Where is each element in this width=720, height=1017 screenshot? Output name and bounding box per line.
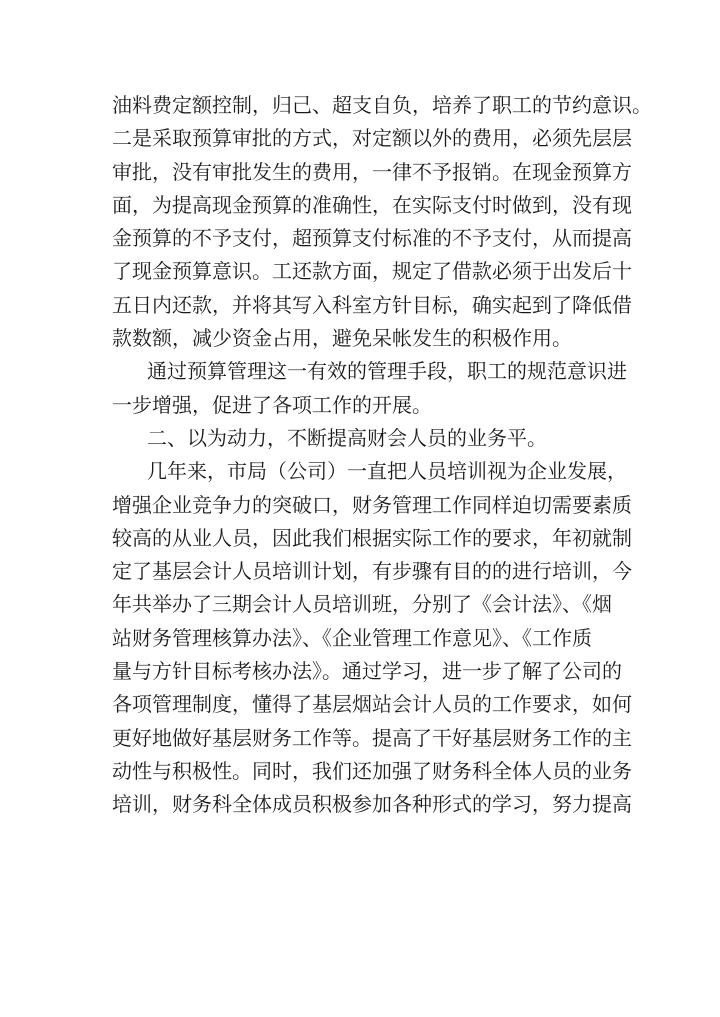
text-line: 年共举办了三期会计人员培训班，分别了《会计法》、《烟	[112, 592, 612, 617]
text-line: 动性与积极性。同时，我们还加强了财务科全体人员的业务	[112, 758, 632, 783]
text-line: 面，为提高现金预算的准确性，在实际支付时做到，没有现	[112, 192, 632, 217]
text-line: 更好地做好基层财务工作等。提高了干好基层财务工作的主	[112, 725, 632, 750]
text-line: 五日内还款，并将其写入科室方针目标，确实起到了降低借	[112, 292, 632, 317]
text-line: 定了基层会计人员培训计划，有步骤有目的的进行培训，今	[112, 559, 632, 584]
text-line: 二是采取预算审批的方式，对定额以外的费用，必须先层层	[112, 126, 632, 151]
section-heading: 二、以为动力，不断提高财会人员的业务平。	[147, 425, 547, 450]
text-line: 油料费定额控制，归己、超支自负，培养了职工的节约意识。	[112, 93, 652, 117]
text-line: 较高的从业人员，因此我们根据实际工作的要求，年初就制	[112, 525, 632, 550]
text-line: 审批，没有审批发生的费用，一律不予报销。在现金预算方	[112, 159, 632, 184]
text-line: 培训，财务科全体成员积极参加各种形式的学习，努力提高	[112, 792, 632, 817]
text-line: 一步增强，促进了各项工作的开展。	[112, 392, 432, 417]
text-line: 了现金预算意识。工还款方面，规定了借款必须于出发后十	[112, 259, 632, 284]
text-line: 量与方针目标考核办法》。通过学习，进一步了解了公司的	[112, 659, 622, 684]
text-line: 款数额，减少资金占用，避免呆帐发生的积极作用。	[112, 326, 572, 351]
paragraph-start-line: 通过预算管理这一有效的管理手段，职工的规范意识进	[147, 359, 627, 384]
body-text	[112, 89, 652, 822]
text-line: 增强企业竞争力的突破口，财务管理工作同样迫切需要素质	[112, 492, 632, 517]
text-line: 各项管理制度，懂得了基层烟站会计人员的工作要求，如何	[112, 692, 632, 717]
paragraph-start-line: 几年来，市局（公司）一直把人员培训视为企业发展，	[147, 459, 627, 484]
text-line: 站财务管理核算办法》、《企业管理工作意见》、《工作质	[112, 625, 592, 650]
text-line: 金预算的不予支付，超预算支付标准的不予支付，从而提高	[112, 226, 632, 251]
